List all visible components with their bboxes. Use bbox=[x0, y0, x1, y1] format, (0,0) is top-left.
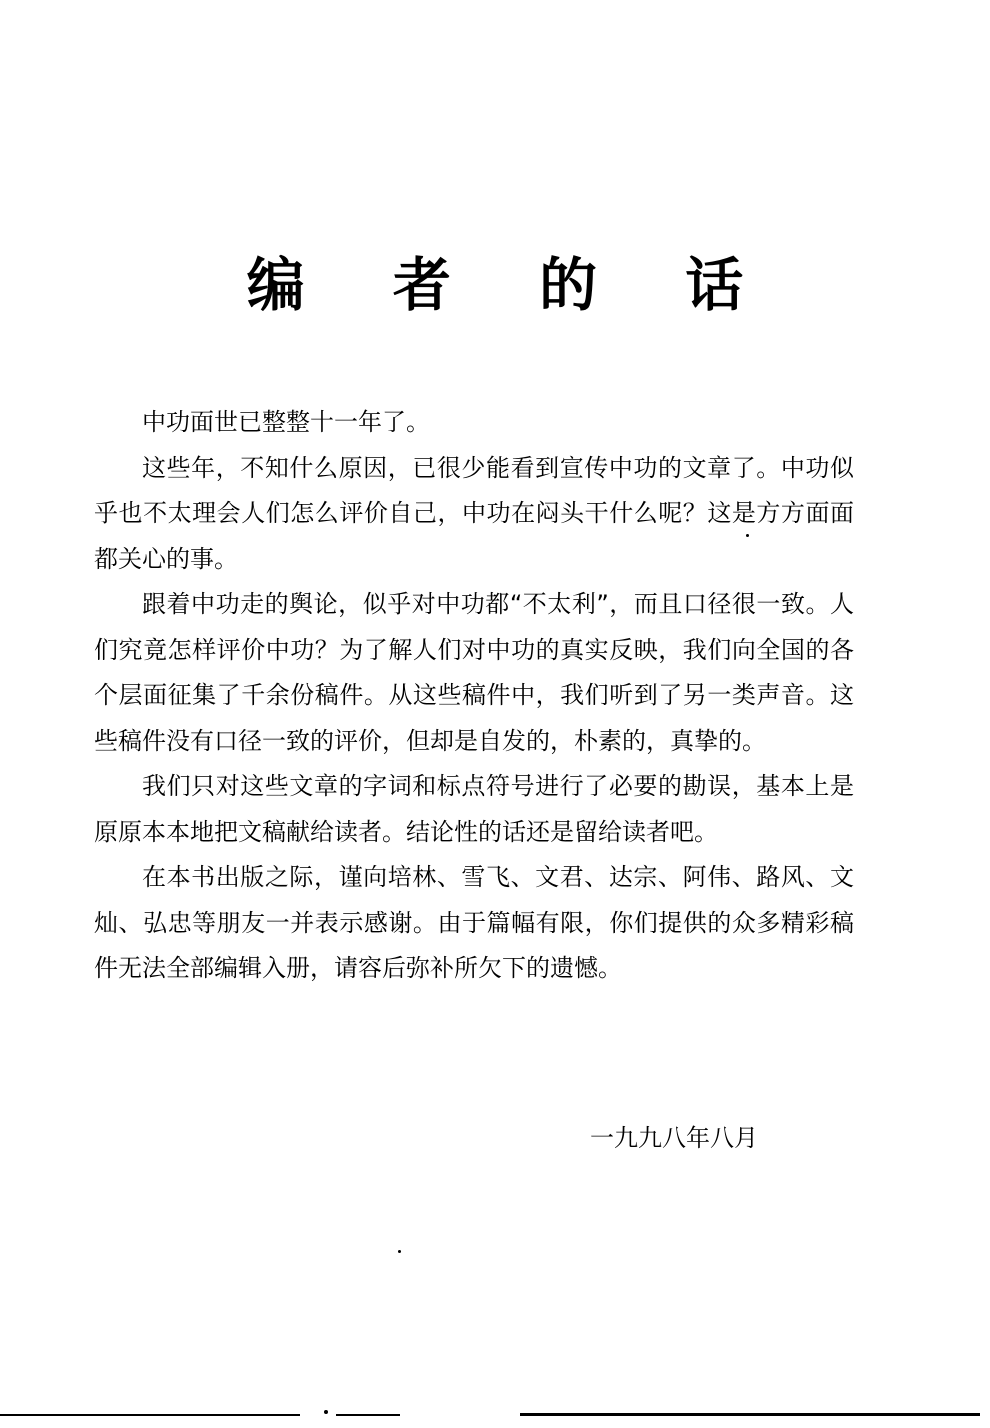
paragraph-1: 中功面世已整整十一年了。 bbox=[142, 408, 430, 436]
scan-speck bbox=[746, 534, 749, 537]
paragraph-2: 这些年，不知什么原因，已很少能看到宣传中功的文章了。中功似乎也不太理会人们怎么评价自己，中功在闷头干什么呢？这是方方面面都关心的事。 bbox=[94, 453, 854, 573]
scan-edge-line bbox=[336, 1414, 400, 1416]
scan-speck bbox=[398, 1250, 401, 1253]
signature-date: 一九九八年八月 bbox=[590, 1124, 758, 1152]
scan-edge-line bbox=[0, 1414, 300, 1416]
scan-edge-line bbox=[520, 1413, 980, 1416]
paragraph-5: 在本书出版之际，谨向培林、雪飞、文君、达宗、阿伟、路风、文灿、弘忠等朋友一并表示感谢。由于篇幅有限，你们提供的众多精彩稿件无法全部编辑入册，请容后弥补所欠下的遗憾。 bbox=[94, 863, 854, 982]
paragraph-3: 跟着中功走的舆论，似乎对中功都“不太利”，而且口径很一致。人们究竟怎样评价中功？为了解人们对中功的真实反映，我们向全国的各个层面征集了千余份稿件。从这些稿件中，我们听到了另一类声音。这些稿件没有口径一致的评价，但却是自发的，朴素的，真挚的。 bbox=[94, 590, 854, 755]
paragraph-4: 我们只对这些文章的字词和标点符号进行了必要的勘误，基本上是原原本本地把文稿献给读者。结论性的话还是留给读者吧。 bbox=[94, 772, 854, 846]
preface-body bbox=[94, 400, 854, 992]
scan-speck bbox=[324, 1410, 328, 1414]
page-title: 编 者 的 话 bbox=[246, 251, 778, 319]
